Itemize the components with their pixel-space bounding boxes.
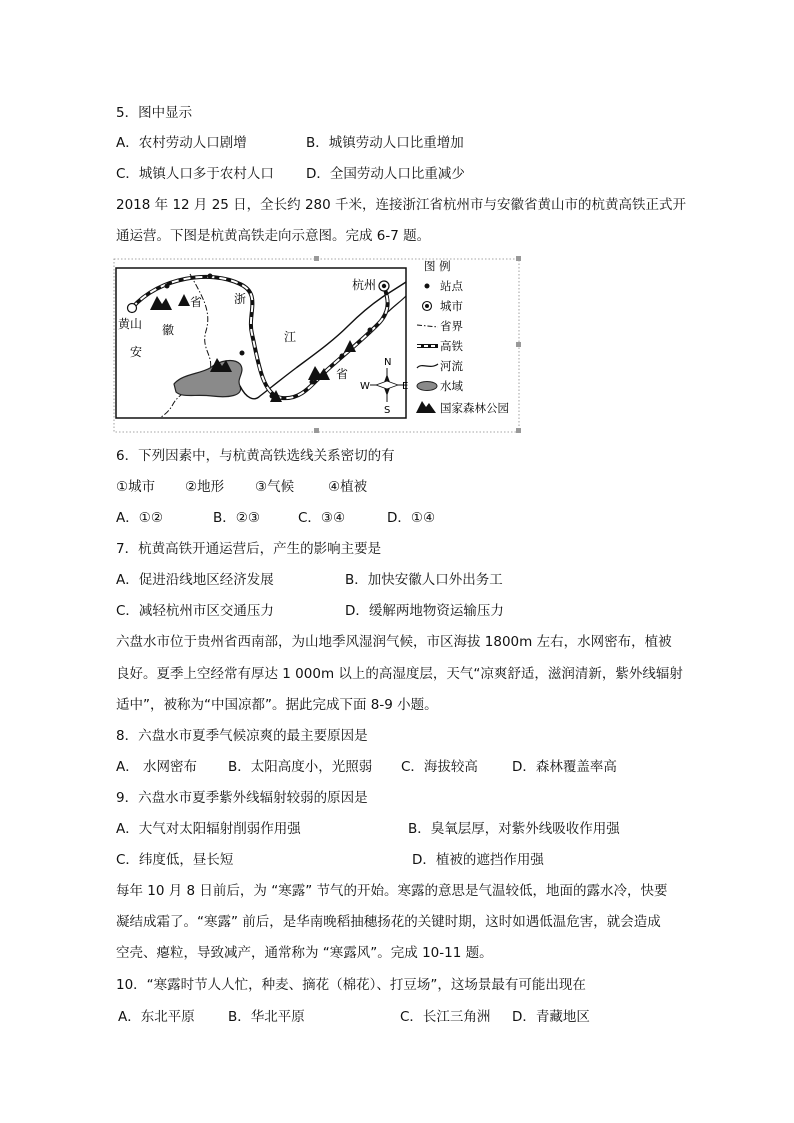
city-huangshan-icon [128,304,137,313]
q7-option-d: D．缓解两地物资运输压力 [345,603,504,619]
intro89-line1: 六盘水市位于贵州省西南部，为山地季风湿润气候，市区海拔 1800m 左右，水网密布，植被 [116,634,672,650]
q7-option-c: C．减轻杭州市区交通压力 [116,603,274,619]
station-icon [340,354,345,359]
svg-text:S: S [384,405,391,416]
q9-option-d: D．植被的遮挡作用强 [412,852,544,868]
q10-option-a: A．东北平原 [118,1009,195,1025]
intro89-line3: 适中”，被称为“中国凉都”。据此完成下面 8-9 小题。 [116,697,438,713]
legend-station: 站点 [440,279,463,293]
q7-option-b: B．加快安徽人口外出务工 [345,572,503,588]
q10-option-b: B．华北平原 [228,1009,305,1025]
label-jiang: 江 [284,330,297,344]
q6-item-1: ①城市 [116,479,156,495]
rail-route-map [112,256,522,434]
q5-option-a: A．农村劳动人口剧增 [116,135,247,151]
station-icon [240,351,245,356]
legend-title: 图 例 [424,259,451,273]
q5-option-c: C．城镇人口多于农村人口 [116,166,274,182]
q9-option-a: A．大气对太阳辐射削弱作用强 [116,821,301,837]
legend-border: 省界 [440,319,463,333]
q8-option-a: A． 水网密布 [116,759,198,775]
q6-item-2: ②地形 [185,479,225,495]
q6-item-4: ④植被 [328,479,368,495]
intro1011-line3: 空壳、瘪粒，导致减产，通常称为 “寒露风”。完成 10-11 题。 [116,945,493,961]
q9-option-b: B．臭氧层厚，对紫外线吸收作用强 [408,821,620,837]
q6-option-c: C．③④ [298,510,346,526]
svg-text:E: E [402,381,409,392]
label-hangzhou: 杭州 [352,278,377,292]
q6-option-d: D．①④ [387,510,436,526]
intro89-line2: 良好。夏季上空经常有厚达 1 000m 以上的高湿度层，天气“凉爽舒适，滋润清新，紫外线辐射 [116,666,683,682]
legend-river: 河流 [440,359,463,373]
svg-text:W: W [360,381,370,392]
legend-city: 城市 [440,299,463,313]
q10-option-c: C．长江三角洲 [400,1009,491,1025]
legend-park: 国家森林公园 [440,401,509,415]
q7-option-a: A．促进沿线地区经济发展 [116,572,274,588]
station-icon [165,284,170,289]
q5-option-b: B．城镇劳动人口比重增加 [306,135,464,151]
q7-stem: 7．杭黄高铁开通运营后，产生的影响主要是 [116,541,382,557]
intro1011-line2: 凝结成霜了。“寒露” 前后，是华南晚稻抽穗扬花的关键时期，这时如遇低温危害，就会造成 [116,914,661,930]
station-icon [310,380,315,385]
label-an: 安 [130,345,143,359]
label-sheng2: 省 [336,367,349,381]
label-hui: 徽 [162,323,175,337]
q8-option-c: C．海拔较高 [401,759,478,775]
label-sheng1: 省 [190,295,203,309]
intro1011-line1: 每年 10 月 8 日前后，为 “寒露” 节气的开始。寒露的意思是气温较低，地面的露水冷，快要 [116,883,668,899]
q6-option-a: A．①② [116,510,163,526]
q6-stem: 6．下列因素中，与杭黄高铁选线关系密切的有 [116,448,395,464]
label-zhe: 浙 [234,292,247,306]
legend-water: 水域 [440,379,463,393]
q10-stem: 10．“寒露时节人人忙，种麦、摘花（棉花）、打豆场”，这场景最有可能出现在 [116,977,586,993]
label-huangshan: 黄山 [118,317,143,331]
q8-option-d: D．森林覆盖率高 [512,759,617,775]
q5-stem: 5．图中显示 [116,105,193,121]
q9-option-c: C．纬度低，昼长短 [116,852,234,868]
intro67-line1: 2018 年 12 月 25 日，全长约 280 千米，连接浙江省杭州市与安徽省黄山市的杭黄高铁正式开 [116,197,687,213]
q5-option-d: D．全国劳动人口比重减少 [306,166,465,182]
q9-stem: 9．六盘水市夏季紫外线辐射较弱的原因是 [116,790,368,806]
q8-stem: 8．六盘水市夏季气候凉爽的最主要原因是 [116,728,368,744]
map-legend [416,259,509,415]
svg-text:N: N [384,357,392,368]
q6-item-3: ③气候 [255,479,295,495]
q10-option-d: D．青藏地区 [512,1009,590,1025]
station-icon [208,274,213,279]
q8-option-b: B．太阳高度小，光照弱 [228,759,373,775]
station-icon [368,328,373,333]
intro67-line2: 通运营。下图是杭黄高铁走向示意图。完成 6-7 题。 [116,228,431,244]
legend-rail: 高铁 [440,339,463,353]
q6-option-b: B．②③ [213,510,260,526]
